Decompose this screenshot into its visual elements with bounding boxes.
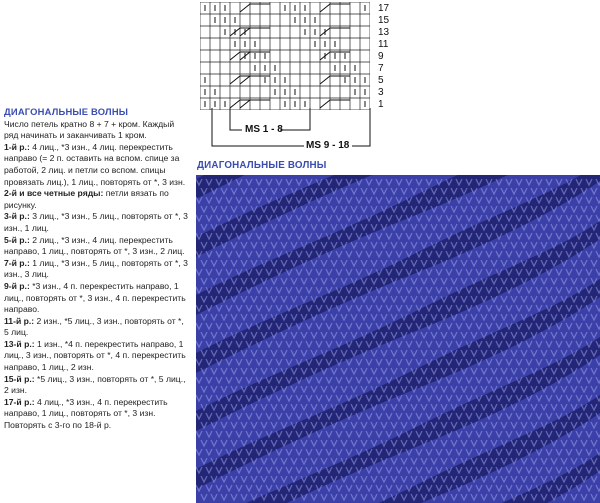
instructions-intro: Число петель кратно 8 + 7 + кром. Каждый ряд начинать и заканчивать 1 кром. (4, 118, 175, 141)
instruction-row (4, 397, 189, 432)
photo-title: ДИАГОНАЛЬНЫЕ ВОЛНЫ (197, 160, 327, 171)
instruction-row (4, 142, 189, 188)
row-number-1: 1 (378, 99, 384, 110)
row-label: 15-й р.: (4, 373, 35, 384)
row-text: *5 лиц., 3 изн., повторять от *, 5 лиц., 2 изн. (4, 373, 186, 396)
stitch-chart-grid (200, 2, 370, 110)
row-text: 1 изн., *4 п. перекрестить направо, 1 лиц., 3 изн., повторять от *, 4 п. перекрестить направо, 1 лиц., 2 изн. (4, 338, 186, 373)
instruction-row (4, 316, 189, 339)
instruction-row (4, 235, 189, 258)
row-number-13: 13 (378, 27, 390, 38)
row-label: 11-й р.: (4, 315, 35, 326)
row-number-15: 15 (378, 15, 390, 26)
row-label: 9-й р.: (4, 280, 30, 291)
row-text: 1 лиц., *3 изн., 5 лиц., повторять от *, 3 изн., 3 лиц. (4, 257, 188, 280)
instruction-row (4, 339, 189, 374)
row-text: 4 лиц., *3 изн., 4 п. перекрестить направо, 1 лиц., повторять от *, 3 изн. Повторять с 3-го по 18-й р. (4, 396, 168, 431)
row-label: 17-й р.: (4, 396, 35, 407)
row-number-11: 11 (378, 39, 389, 50)
row-text: *3 изн., 4 п. перекрестить направо, 1 лиц., повторять от *, 3 изн., 4 п. перекрестить направо. (4, 280, 186, 315)
row-label: 7-й р.: (4, 257, 30, 268)
instruction-row (4, 374, 189, 397)
row-text: 3 лиц., *3 изн., 5 лиц., повторять от *, 3 изн., 1 лиц. (4, 211, 188, 233)
row-text: 2 лиц., *3 изн., 4 лиц. перекрестить направо, 1 лиц., повторять от *, 3 изн., 2 лиц. (4, 234, 185, 257)
row-label: 1-й р.: (4, 141, 30, 152)
row-text: 2 изн., *5 лиц., 3 изн., повторять от *, 5 лиц. (4, 315, 184, 338)
instruction-row (4, 188, 189, 211)
chart-row-numbers (378, 2, 398, 110)
row-number-5: 5 (378, 75, 384, 86)
row-label: 3-й р.: (4, 211, 30, 222)
repeat-label-large: MS 9 - 18 (306, 140, 350, 151)
repeat-label-small: MS 1 - 8 (245, 124, 283, 135)
instruction-row (4, 281, 189, 316)
row-text: петли вязать по рисунку. (4, 188, 169, 210)
row-label: 13-й р.: (4, 338, 35, 349)
instructions-title: ДИАГОНАЛЬНЫЕ ВОЛНЫ (4, 106, 129, 117)
row-text: 4 лиц., *3 изн., 4 лиц. перекрестить направо (= 2 п. оставить на вспом. спице за работой, 2 лиц. и петли со вспом. спицы провязать лиц.), 1 лиц., повторять от *, 3 изн. (4, 141, 186, 187)
row-label: 2-й и все четные ряды: (4, 188, 104, 199)
knitted-swatch-photo (196, 175, 600, 503)
row-number-7: 7 (378, 63, 384, 74)
instruction-row (4, 258, 189, 281)
row-number-3: 3 (378, 87, 384, 98)
row-number-9: 9 (378, 51, 384, 62)
row-number-17: 17 (378, 3, 390, 14)
pattern-instructions (4, 106, 189, 432)
repeat-brackets (200, 108, 380, 154)
row-label: 5-й р.: (4, 234, 30, 245)
instruction-row (4, 211, 189, 234)
